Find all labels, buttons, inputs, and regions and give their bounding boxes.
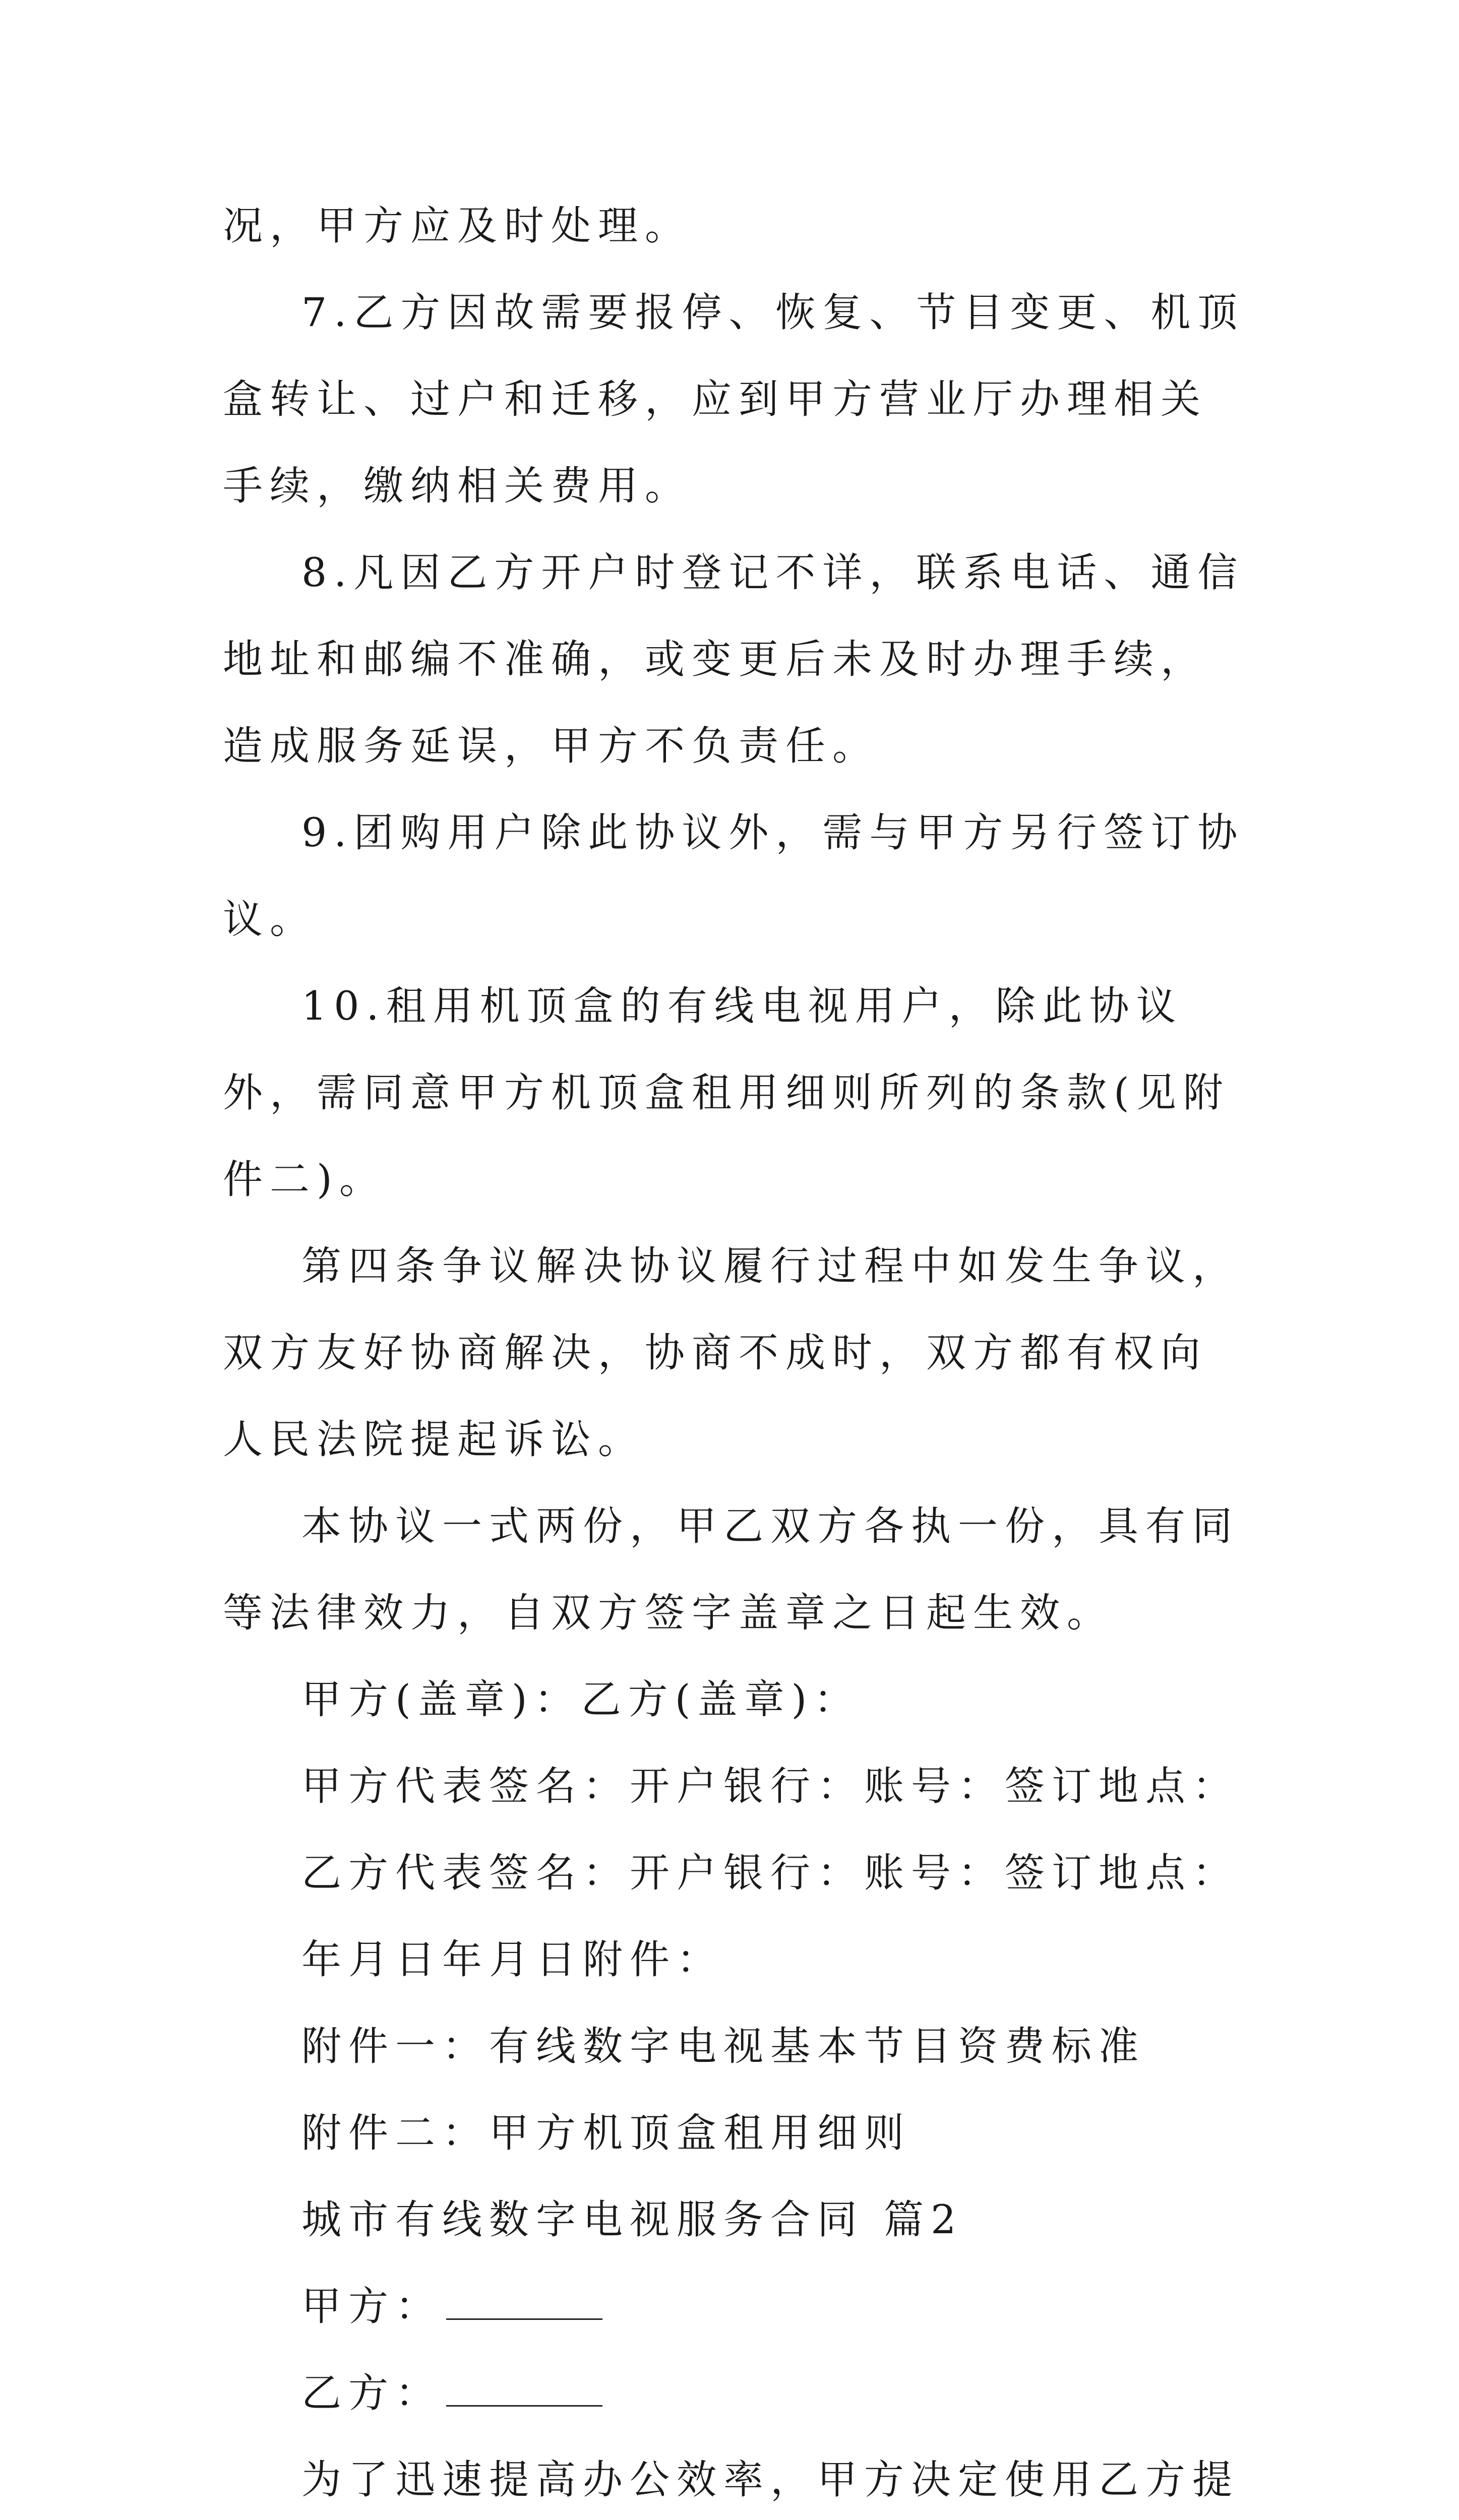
clause-10: 10.租用机顶盒的有线电视用户，除此协议外，需同意甲方机顶盒租用细则所列的条款(见附件二)。 [223, 983, 1230, 1203]
paragraph-continuation: 况，甲方应及时处理。 [223, 203, 692, 249]
party-b-label: 乙方： [301, 2370, 442, 2416]
party-a-label: 甲方： [301, 2283, 442, 2329]
party-b-blank [446, 2375, 602, 2407]
attachment-1: 附件一：有线数字电视基本节目资费标准 [301, 2023, 1145, 2069]
party-a-blank [446, 2288, 602, 2320]
party-b-signature-line: 乙方代表签名：开户银行：账号：签订地点： [301, 1850, 1239, 1896]
attachment-2: 附件二：甲方机顶盒租用细则 [301, 2110, 911, 2156]
seal-line: 甲方(盖章)：乙方(盖章)： [301, 1676, 861, 1723]
clause-8: 8.凡因乙方开户时登记不详，联系电话、通信地址和邮编不准确，或变更后未及时办理手续，造成服务延误，甲方不负责任。 [223, 549, 1245, 769]
party-a-field [223, 2263, 1251, 2350]
date-attachment-line: 年月日年月日附件： [301, 1936, 723, 1983]
contract-2-title: 城市有线数字电视服务合同 篇2 [301, 2196, 963, 2243]
document-body [223, 182, 1251, 2520]
article-4-dispute: 第四条争议解决协议履行过程中如发生争议，双方友好协商解决，协商不成时，双方都有权向人民法院提起诉讼。 [223, 1243, 1239, 1463]
clause-7: 7.乙方因故需要报停、恢复、节目变更、机顶盒转让、过户和迁移，应到甲方营业厅办理相关手续，缴纳相关费用。 [223, 289, 1245, 509]
clause-9: 9.团购用户除此协议外，需与甲方另行签订协议。 [223, 809, 1245, 942]
party-a-signature-line: 甲方代表签名：开户银行：账号：签订地点： [301, 1763, 1239, 1809]
contract-2-preamble: 为了迅速提高办公效率，甲方决定使用乙方提 [301, 2456, 1239, 2503]
copies-clause: 本协议一式两份，甲乙双方各执一份，具有同等法律效力，自双方签字盖章之日起生效。 [223, 1503, 1239, 1636]
party-b-field [223, 2350, 1251, 2436]
